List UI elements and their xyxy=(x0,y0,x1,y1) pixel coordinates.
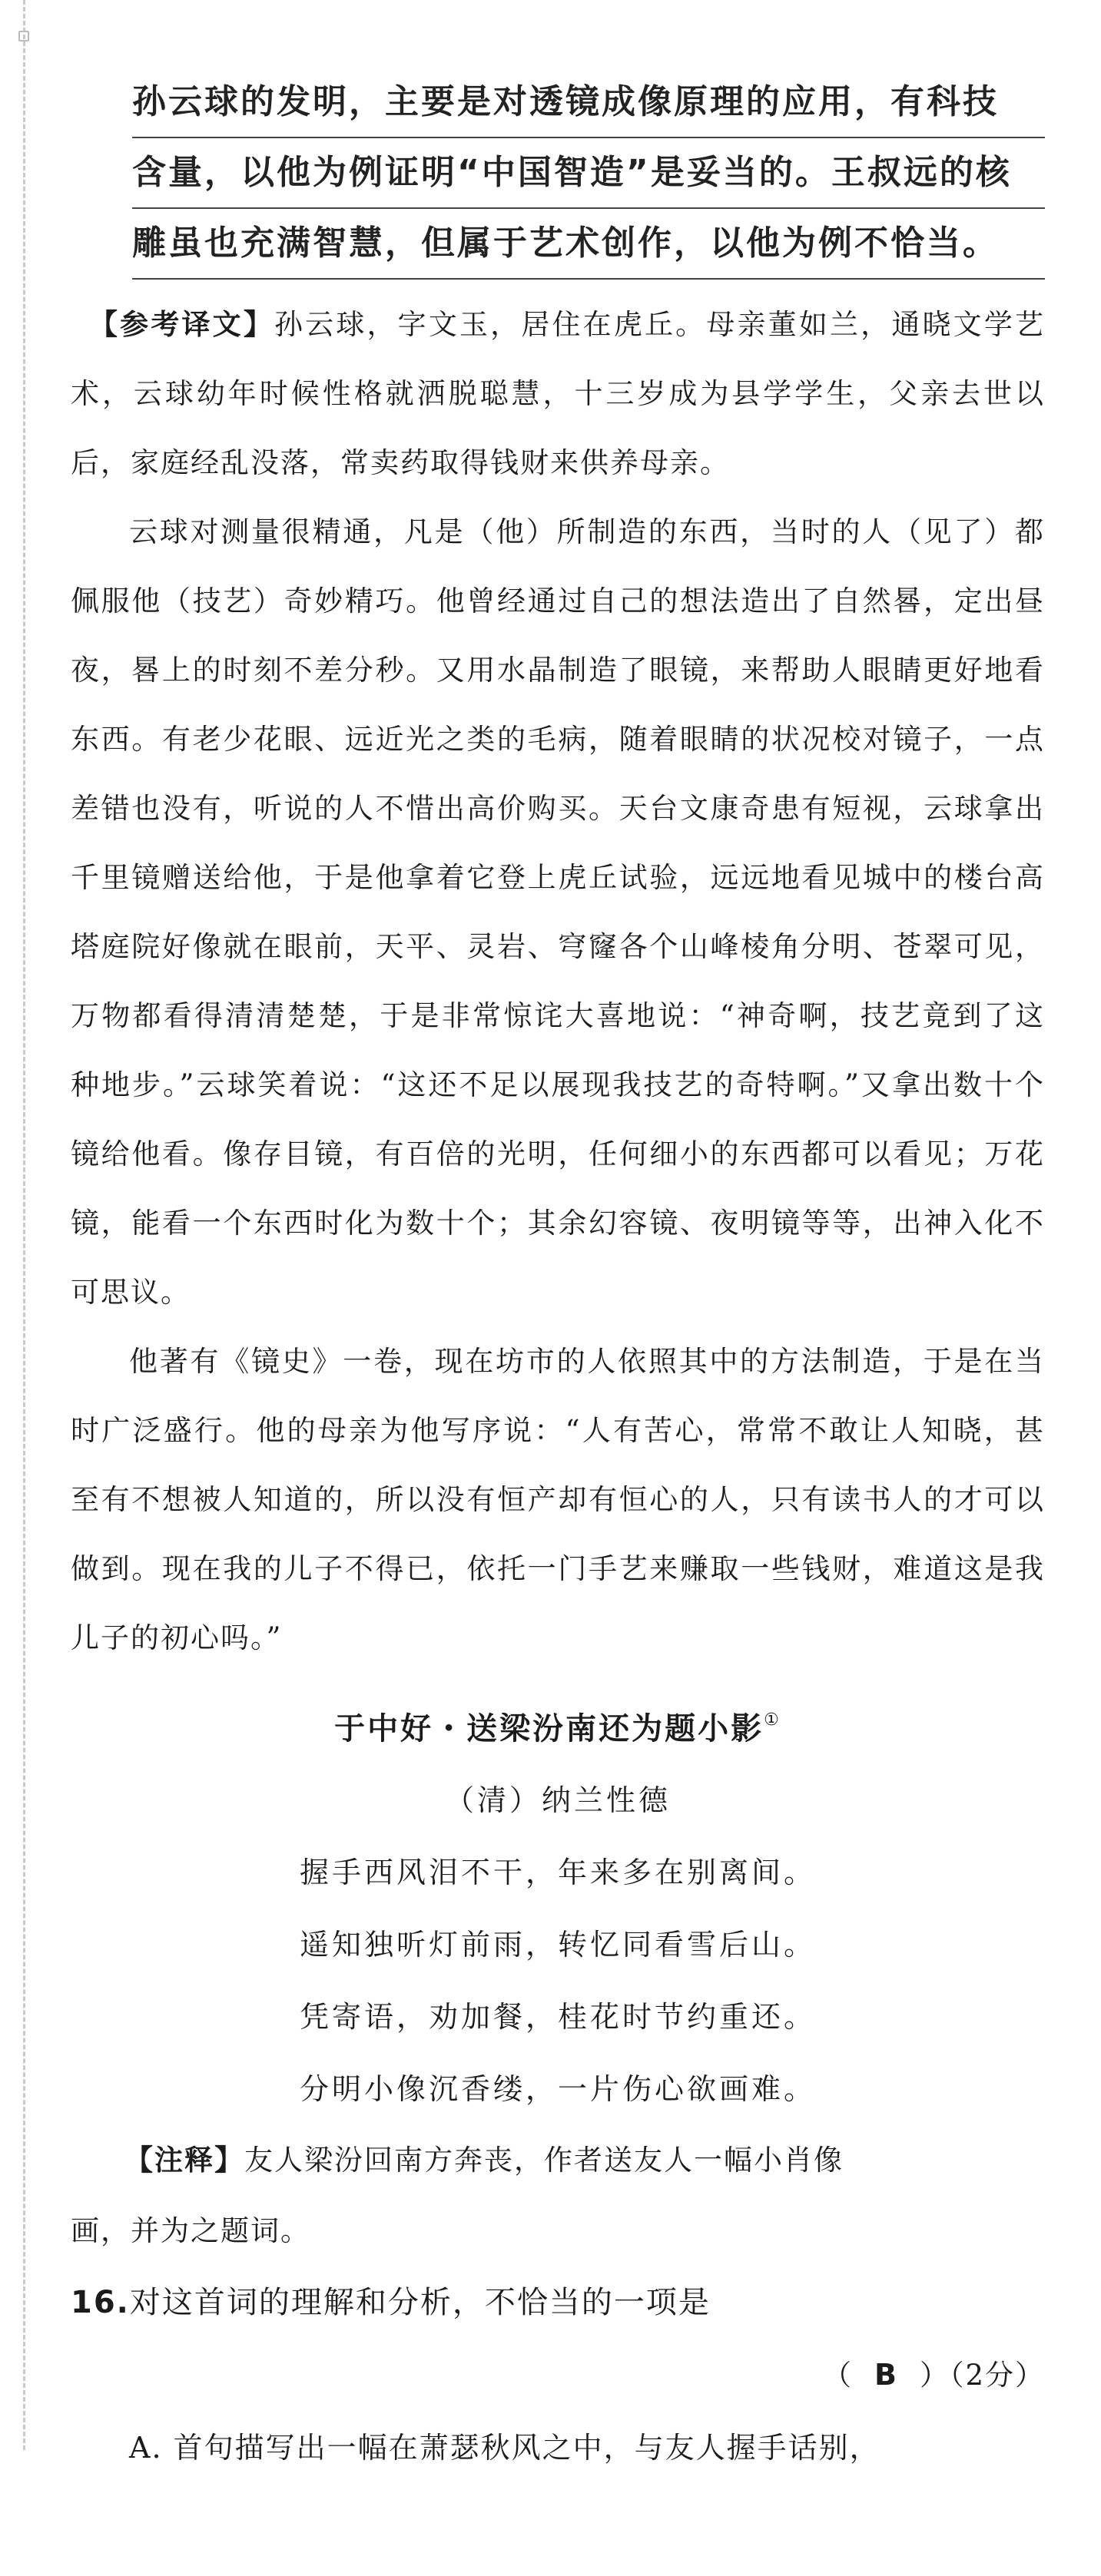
question-points: （2分） xyxy=(949,2359,1045,2392)
poem-title-text: 于中好・送梁汾南还为题小影 xyxy=(334,1711,764,1747)
answer-line-2: 含量，以他为例证明“中国智造”是妥当的。王叔远的核 xyxy=(132,138,1045,209)
reference-translation xyxy=(71,290,1045,1673)
answer-box xyxy=(132,68,1045,280)
poem-line: 握手西风泪不干，年来多在别离间。 xyxy=(299,1856,816,1889)
question-number: 16. xyxy=(71,2285,130,2320)
poem-line: 分明小像沉香缕，一片伤心欲画难。 xyxy=(299,2072,816,2106)
annotation-text-1: 友人梁汾回南方奔丧，作者送友人一幅小肖像 xyxy=(244,2144,844,2177)
page-content xyxy=(71,68,1045,2484)
poem-author: （清）纳兰性德 xyxy=(444,1783,671,1817)
translation-tag: 【参考译文】 xyxy=(89,308,274,341)
answer-line-1: 孙云球的发明，主要是对透镜成像原理的应用，有科技 xyxy=(132,68,1045,138)
question-text: 对这首词的理解和分析，不恰当的一项是 xyxy=(129,2285,711,2320)
poem-line: 遥知独听灯前雨，转忆同看雪后山。 xyxy=(299,1928,816,1962)
question-16 xyxy=(71,2266,1045,2484)
binding-mark xyxy=(18,31,29,41)
annotation-tag: 【注释】 xyxy=(124,2144,244,2177)
poem-title xyxy=(71,1685,1045,1764)
annotation-line-1 xyxy=(71,2125,1045,2196)
answer-choice: B xyxy=(874,2358,898,2392)
translation-paragraph-1 xyxy=(71,290,1045,498)
paren-open: （ xyxy=(822,2359,853,2392)
question-stem xyxy=(71,2266,1045,2339)
answer-line-3: 雕虽也充满智慧，但属于艺术创作，以他为例不恰当。 xyxy=(132,209,1045,280)
translation-paragraph-1-text: 孙云球，字文玉，居住在虎丘。母亲董如兰，通晓文学艺术，云球幼年时候性格就洒脱聪慧，十三岁成为县学学生，父亲去世以后，家庭经乱没落，常卖药取得钱财来供养母亲。 xyxy=(71,308,1045,479)
answer-row xyxy=(71,2339,1045,2412)
footnote-mark: ① xyxy=(764,1710,781,1730)
translation-paragraph-3: 他著有《镜史》一卷，现在坊市的人依照其中的方法制造，于是在当时广泛盛行。他的母亲为他写序说：“人有苦心，常常不敢让人知晓，甚至有不想被人知道的，所以没有恒产却有恒心的人，只有读书人的才可以做到。现在我的儿子不得已，依托一门手艺来赚取一些钱财，难道这是我儿子的初心吗。” xyxy=(71,1345,1045,1654)
poem-line: 凭寄语，劝加餐，桂花时节约重还。 xyxy=(299,2000,816,2034)
option-a: A. 首句描写出一幅在萧瑟秋风之中，与友人握手话别， xyxy=(129,2431,880,2465)
annotation xyxy=(71,2125,1045,2266)
poem xyxy=(71,1685,1045,2125)
translation-paragraph-2: 云球对测量很精通，凡是（他）所制造的东西，当时的人（见了）都佩服他（技艺）奇妙精巧。他曾经通过自己的想法造出了自然晷，定出昼夜，晷上的时刻不差分秒。又用水晶制造了眼镜，来帮助人眼睛更好地看东西。有老少花眼、远近光之类的毛病，随着眼睛的状况校对镜子，一点差错也没有，听说的人不惜出高价购买。天台文康奇患有短视，云球拿出千里镜赠送给他，于是他拿着它登上虎丘试验，远远地看见城中的楼台高塔庭院好像就在眼前，天平、灵岩、穹窿各个山峰棱角分明、苍翠可见，万物都看得清清楚楚，于是非常惊诧大喜地说：“神奇啊，技艺竟到了这种地步。”云球笑着说：“这还不足以展现我技艺的奇特啊。”又拿出数十个镜给他看。像存目镜，有百倍的光明，任何细小的东西都可以看见；万花镜，能看一个东西时化为数十个；其余幻容镜、夜明镜等等，出神入化不可思议。 xyxy=(71,515,1045,1309)
binding-line xyxy=(23,0,27,2450)
annotation-line-2: 画，并为之题词。 xyxy=(71,2214,310,2247)
paren-close: ） xyxy=(919,2359,950,2392)
